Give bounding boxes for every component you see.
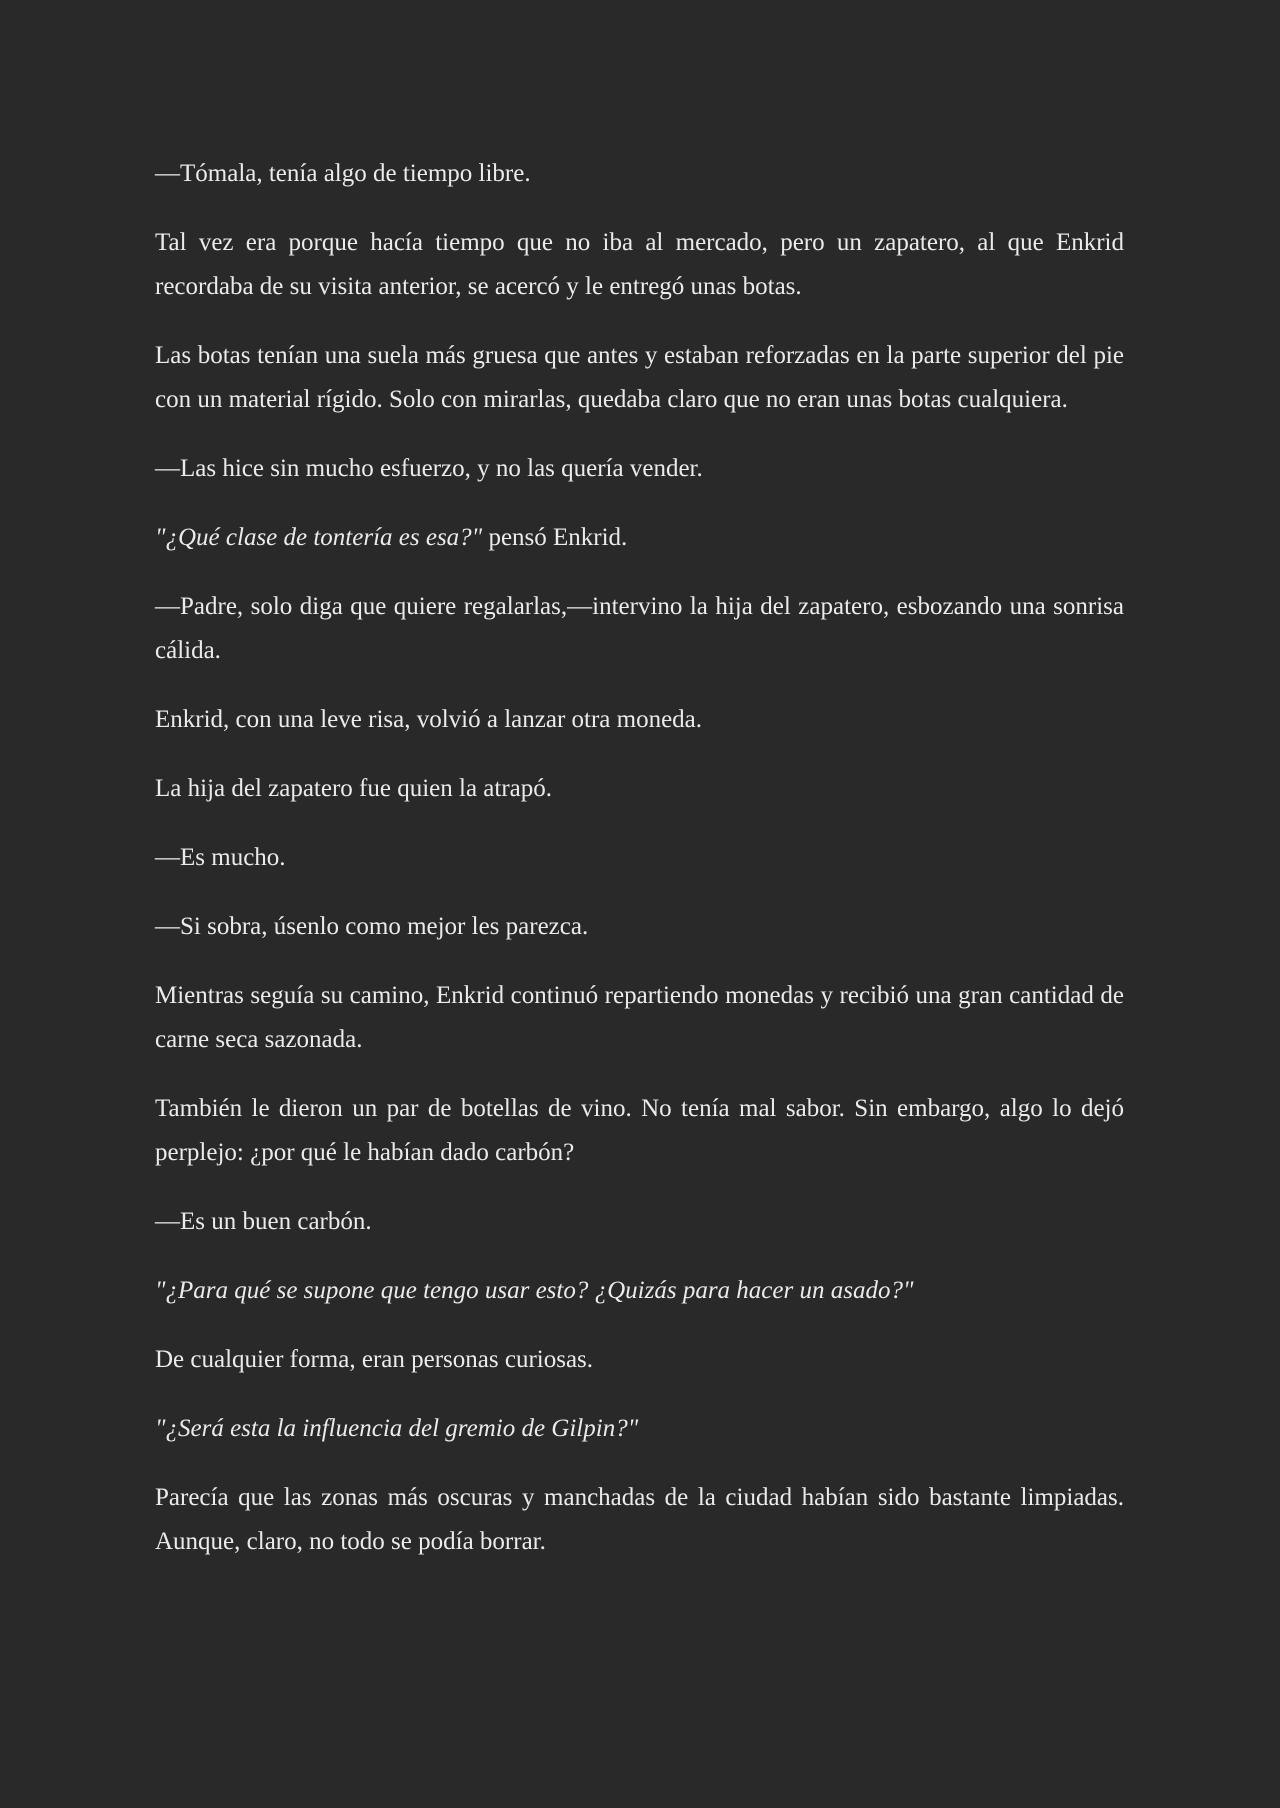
paragraph (155, 698, 1124, 742)
paragraph (155, 1338, 1124, 1382)
text-column (155, 152, 1124, 1564)
paragraph-text: La hija del zapatero fue quien la atrapó. (155, 775, 553, 802)
paragraph-text: Mientras seguía su camino, Enkrid continuó repartiendo monedas y recibió una gran cantidad de carne seca sazonada. (155, 982, 1124, 1053)
paragraph-text: —Es mucho. (155, 844, 286, 871)
paragraph (155, 1200, 1124, 1244)
italic-thought: "¿Para qué se supone que tengo usar esto? ¿Quizás para hacer un asado?" (155, 1277, 914, 1304)
paragraph-text: pensó Enkrid. (482, 524, 628, 551)
paragraph-text: —Padre, solo diga que quiere regalarlas,—intervino la hija del zapatero, esbozando una sonrisa cálida. (155, 593, 1124, 664)
paragraph-text: Tal vez era porque hacía tiempo que no iba al mercado, pero un zapatero, al que Enkrid recordaba de su visita anterior, se acercó y le entregó unas botas. (155, 229, 1124, 300)
paragraph (155, 905, 1124, 949)
paragraph-text: De cualquier forma, eran personas curiosas. (155, 1346, 594, 1373)
paragraph-text: También le dieron un par de botellas de vino. No tenía mal sabor. Sin embargo, algo lo dejó perplejo: ¿por qué le habían dado carbón? (155, 1095, 1124, 1166)
italic-thought: "¿Será esta la influencia del gremio de Gilpin?" (155, 1415, 639, 1442)
paragraph-text: Enkrid, con una leve risa, volvió a lanzar otra moneda. (155, 706, 703, 733)
paragraph (155, 836, 1124, 880)
paragraph (155, 1407, 1124, 1451)
paragraph (155, 334, 1124, 422)
paragraph-text: —Es un buen carbón. (155, 1208, 372, 1235)
paragraph (155, 221, 1124, 309)
paragraph-text: —Si sobra, úsenlo como mejor les parezca. (155, 913, 589, 940)
paragraph-text: —Tómala, tenía algo de tiempo libre. (155, 160, 531, 187)
paragraph (155, 767, 1124, 811)
paragraph-text: —Las hice sin mucho esfuerzo, y no las quería vender. (155, 455, 703, 482)
paragraph (155, 447, 1124, 491)
paragraph (155, 516, 1124, 560)
paragraph (155, 152, 1124, 196)
paragraph (155, 585, 1124, 673)
paragraph (155, 1087, 1124, 1175)
paragraph (155, 1269, 1124, 1313)
paragraph (155, 1476, 1124, 1564)
paragraph (155, 974, 1124, 1062)
paragraph-text: Las botas tenían una suela más gruesa que antes y estaban reforzadas en la parte superior del pie con un material rígido. Solo con mirarlas, quedaba claro que no eran unas botas cualquiera. (155, 342, 1124, 413)
italic-thought: "¿Qué clase de tontería es esa?" (155, 524, 483, 551)
paragraph-text: Parecía que las zonas más oscuras y manchadas de la ciudad habían sido bastante limpiadas. Aunque, claro, no todo se podía borrar. (155, 1484, 1124, 1555)
